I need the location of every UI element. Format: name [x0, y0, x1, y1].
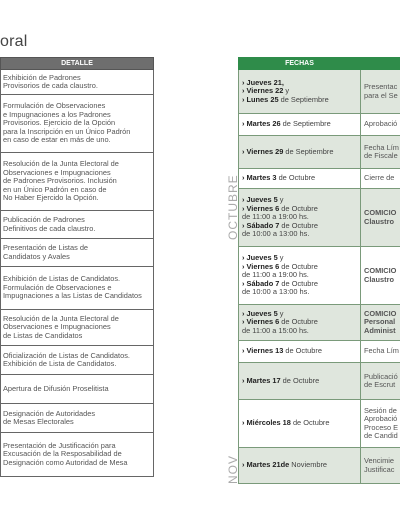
date-line [242, 347, 357, 355]
detail-cell: Resolución de la Junta Electoral de Observaciones e Impugnaciones de Listas de Candidatos [1, 310, 154, 346]
date-cell [239, 70, 361, 114]
date-cell [239, 448, 361, 484]
date-cell [239, 363, 361, 400]
description-cell: Cierre de [361, 169, 400, 189]
date-normal: de 11:00 a 19:00 hs. [242, 212, 309, 222]
date-cell [239, 247, 361, 305]
date-bold: › Viernes 6 [242, 203, 280, 213]
detail-row [1, 70, 154, 95]
date-cell [239, 400, 361, 448]
date-bold: › Jueves 5 [242, 253, 278, 263]
description-cell: Fecha Lím [361, 341, 400, 363]
detail-cell: Oficialización de Listas de Candidatos. Exhibición de Lista de Candidatos. [1, 346, 154, 375]
description-cell: COMICIO Personal Administ [361, 305, 400, 341]
detail-cell: Presentación de Justificación para Excusación de la Resposabilidad de Designación como Autoridad de Mesa [1, 433, 154, 477]
description-cell: Sesión de Aprobació Proceso E de Candid [361, 400, 400, 448]
date-normal: de Octubre [279, 203, 318, 213]
dates-header: FECHAS [239, 58, 361, 70]
date-cell [239, 169, 361, 189]
date-normal: de Octubre [279, 220, 318, 230]
date-row [239, 305, 400, 341]
date-line [242, 230, 357, 238]
detail-row [1, 404, 154, 433]
date-bold: › Viernes 6 [242, 317, 280, 327]
detail-row [1, 375, 154, 404]
date-normal: y [277, 195, 284, 205]
date-cell [239, 189, 361, 247]
detail-row [1, 153, 154, 211]
date-line [242, 96, 357, 104]
date-normal: de Octubre [280, 375, 320, 385]
detail-row [1, 310, 154, 346]
date-bold: › Jueves 5 [242, 308, 278, 318]
date-line [242, 461, 357, 469]
date-bold: › Viernes 6 [242, 261, 280, 271]
date-row [239, 247, 400, 305]
date-bold: › Sábado 7 [242, 278, 280, 288]
date-line [242, 174, 357, 182]
detail-cell: Presentación de Listas de Candidatos y Avales [1, 239, 154, 267]
date-line [242, 148, 357, 156]
date-cell [239, 305, 361, 341]
detail-cell: Exhibición de Padrones Provisorios de cada claustro. [1, 70, 154, 95]
date-normal: de Septiembre [280, 119, 331, 129]
date-row [239, 448, 400, 484]
date-line [242, 419, 357, 427]
date-normal: de Septiembre [278, 94, 329, 104]
detail-cell: Apertura de Difusión Proselitista [1, 375, 154, 404]
description-cell: Publicació de Escrut [361, 363, 400, 400]
detail-row [1, 211, 154, 239]
date-normal: de Octubre [279, 261, 318, 271]
detail-cell: Resolución de la Junta Electoral de Observaciones e Impugnaciones de Padrones Provisorios. Inclusión en un Único Padrón en caso de No Haber Ejercido la Opción. [1, 153, 154, 211]
date-normal: y [277, 308, 284, 318]
description-cell: Fecha Lím de Fiscale [361, 136, 400, 169]
detail-row [1, 433, 154, 477]
month-label-november: NOV [226, 454, 240, 484]
date-line [242, 288, 357, 296]
detail-cell: Designación de Autoridades de Mesas Electorales [1, 404, 154, 433]
date-normal: Noviembre [289, 460, 328, 470]
description-cell: Vencimie Justificac [361, 448, 400, 484]
date-cell [239, 114, 361, 136]
date-line [242, 377, 357, 385]
description-cell: Aprobació [361, 114, 400, 136]
date-normal: de Octubre [290, 418, 330, 428]
date-row [239, 114, 400, 136]
date-normal: de 10:00 a 13:00 hs. [242, 229, 310, 239]
detail-cell: Publicación de Padrones Definitivos de cada claustro. [1, 211, 154, 239]
description-cell: Presentac para el Se [361, 70, 400, 114]
description-header [361, 58, 400, 70]
detail-table [0, 57, 154, 477]
date-normal: y [283, 86, 290, 96]
date-cell [239, 136, 361, 169]
detail-cell: Exhibición de Listas de Candidatos. Formulación de Observaciones e Impugnaciones a las Listas de Candidatos [1, 267, 154, 310]
date-normal: de 11:00 a 15:00 hs. [242, 325, 309, 335]
detail-row [1, 95, 154, 153]
date-row [239, 70, 400, 114]
date-row [239, 169, 400, 189]
page-title: oral [0, 33, 28, 50]
date-normal: de Octubre [279, 278, 318, 288]
dates-table [238, 57, 400, 484]
date-bold: › Miércoles 18 [242, 418, 291, 428]
date-normal: de 10:00 a 13:00 hs. [242, 287, 310, 297]
date-bold: › Sábado 7 [242, 220, 280, 230]
date-bold: › Viernes 22 [242, 86, 284, 96]
date-bold: › Martes 26 [242, 119, 281, 129]
date-bold: › Martes 17 [242, 375, 281, 385]
detail-header: DETALLE [1, 58, 154, 70]
detail-row [1, 267, 154, 310]
date-bold: › Jueves 21, [242, 77, 284, 87]
date-normal: de Septiembre [283, 146, 334, 156]
date-row [239, 400, 400, 448]
date-normal: de Octubre [276, 173, 316, 183]
detail-row [1, 346, 154, 375]
date-bold: › Viernes 13 [242, 346, 284, 356]
description-cell: COMICIO Claustro [361, 247, 400, 305]
date-bold: › Martes 3 [242, 173, 277, 183]
date-cell [239, 341, 361, 363]
description-cell: COMICIO Claustro [361, 189, 400, 247]
date-row [239, 341, 400, 363]
date-row [239, 189, 400, 247]
detail-row [1, 239, 154, 267]
date-normal: de Octubre [279, 317, 318, 327]
date-line [242, 327, 357, 335]
date-row [239, 363, 400, 400]
date-normal: de Octubre [283, 346, 322, 356]
date-bold: › Martes 21de [242, 460, 290, 470]
date-normal: de 11:00 a 19:00 hs. [242, 270, 309, 280]
date-normal: y [277, 253, 284, 263]
date-bold: › Jueves 5 [242, 195, 278, 205]
date-bold: › Lunes 25 [242, 94, 279, 104]
date-bold: › Viernes 29 [242, 146, 284, 156]
date-line [242, 120, 357, 128]
date-row [239, 136, 400, 169]
detail-cell: Formulación de Observaciones e Impugnaciones a los Padrones Provisorios. Ejercicio de la Opción para la Inscripción en un Único Padrón en caso de estar en más de uno. [1, 95, 154, 153]
month-label-october: OCTUBRE [226, 174, 240, 240]
